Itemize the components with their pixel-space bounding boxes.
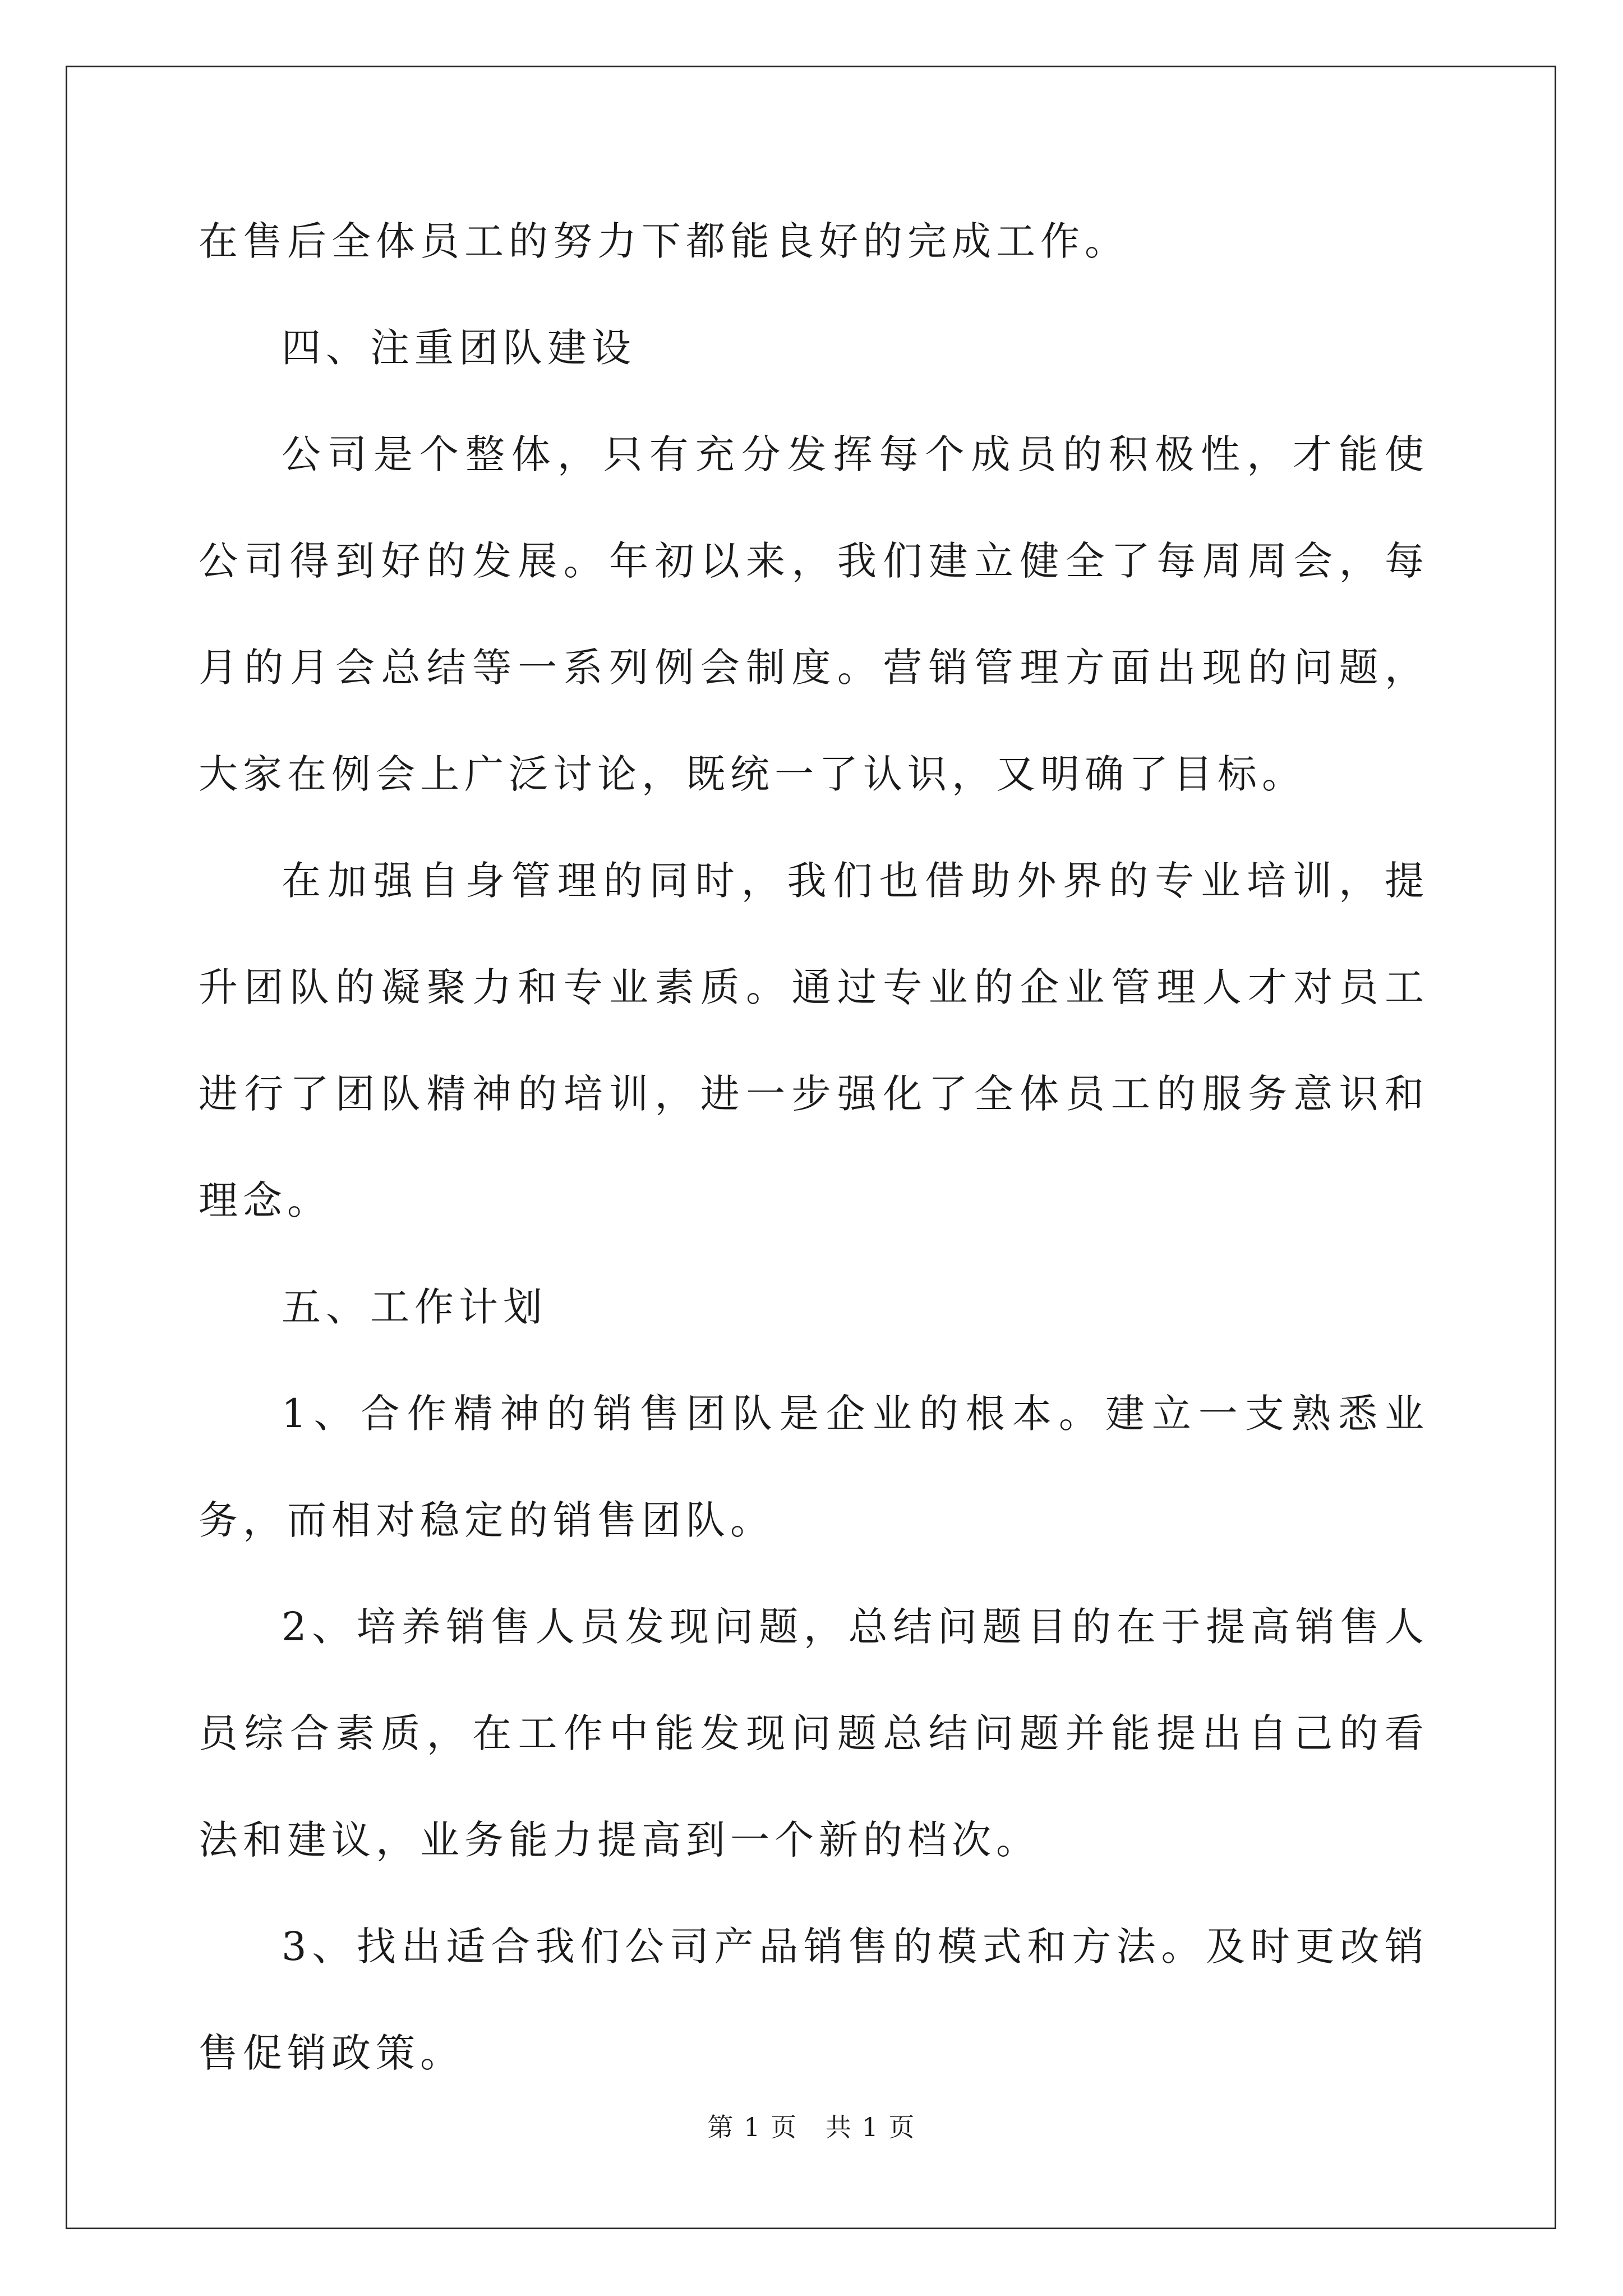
plan-item-3: 3、找出适合我们公司产品销售的模式和方法。及时更改销售促销政策。 — [199, 1924, 1429, 2076]
section-heading-work-plan: 五、工作计划 — [282, 1284, 547, 1330]
section-heading-team-building: 四、注重团队建设 — [282, 325, 636, 371]
paragraph-continuation: 在售后全体员工的努力下都能良好的完成工作。 — [199, 218, 1129, 264]
paragraph-training: 在加强自身管理的同时，我们也借助外界的专业培训，提升团队的凝聚力和专业素质。通过专业的企业管理人才对员工进行了团队精神的培训，进一步强化了全体员工的服务意识和理念。 — [199, 858, 1429, 1223]
plan-item-2: 2、培养销售人员发现问题，总结问题目的在于提高销售人员综合素质，在工作中能发现问题总结问题并能提出自己的看法和建议，业务能力提高到一个新的档次。 — [199, 1604, 1429, 1863]
page-number-footer: 第 1 页 共 1 页 — [707, 2112, 916, 2142]
plan-item-1: 1、合作精神的销售团队是企业的根本。建立一支熟悉业务，而相对稳定的销售团队。 — [199, 1391, 1429, 1543]
paragraph-company-whole: 公司是个整体，只有充分发挥每个成员的积极性，才能使公司得到好的发展。年初以来，我们建立健全了每周周会，每月的月会总结等一系列例会制度。营销管理方面出现的问题，大家在例会上广泛讨论，既统一了认识，又明确了目标。 — [199, 431, 1429, 797]
document-body — [199, 188, 1429, 2106]
